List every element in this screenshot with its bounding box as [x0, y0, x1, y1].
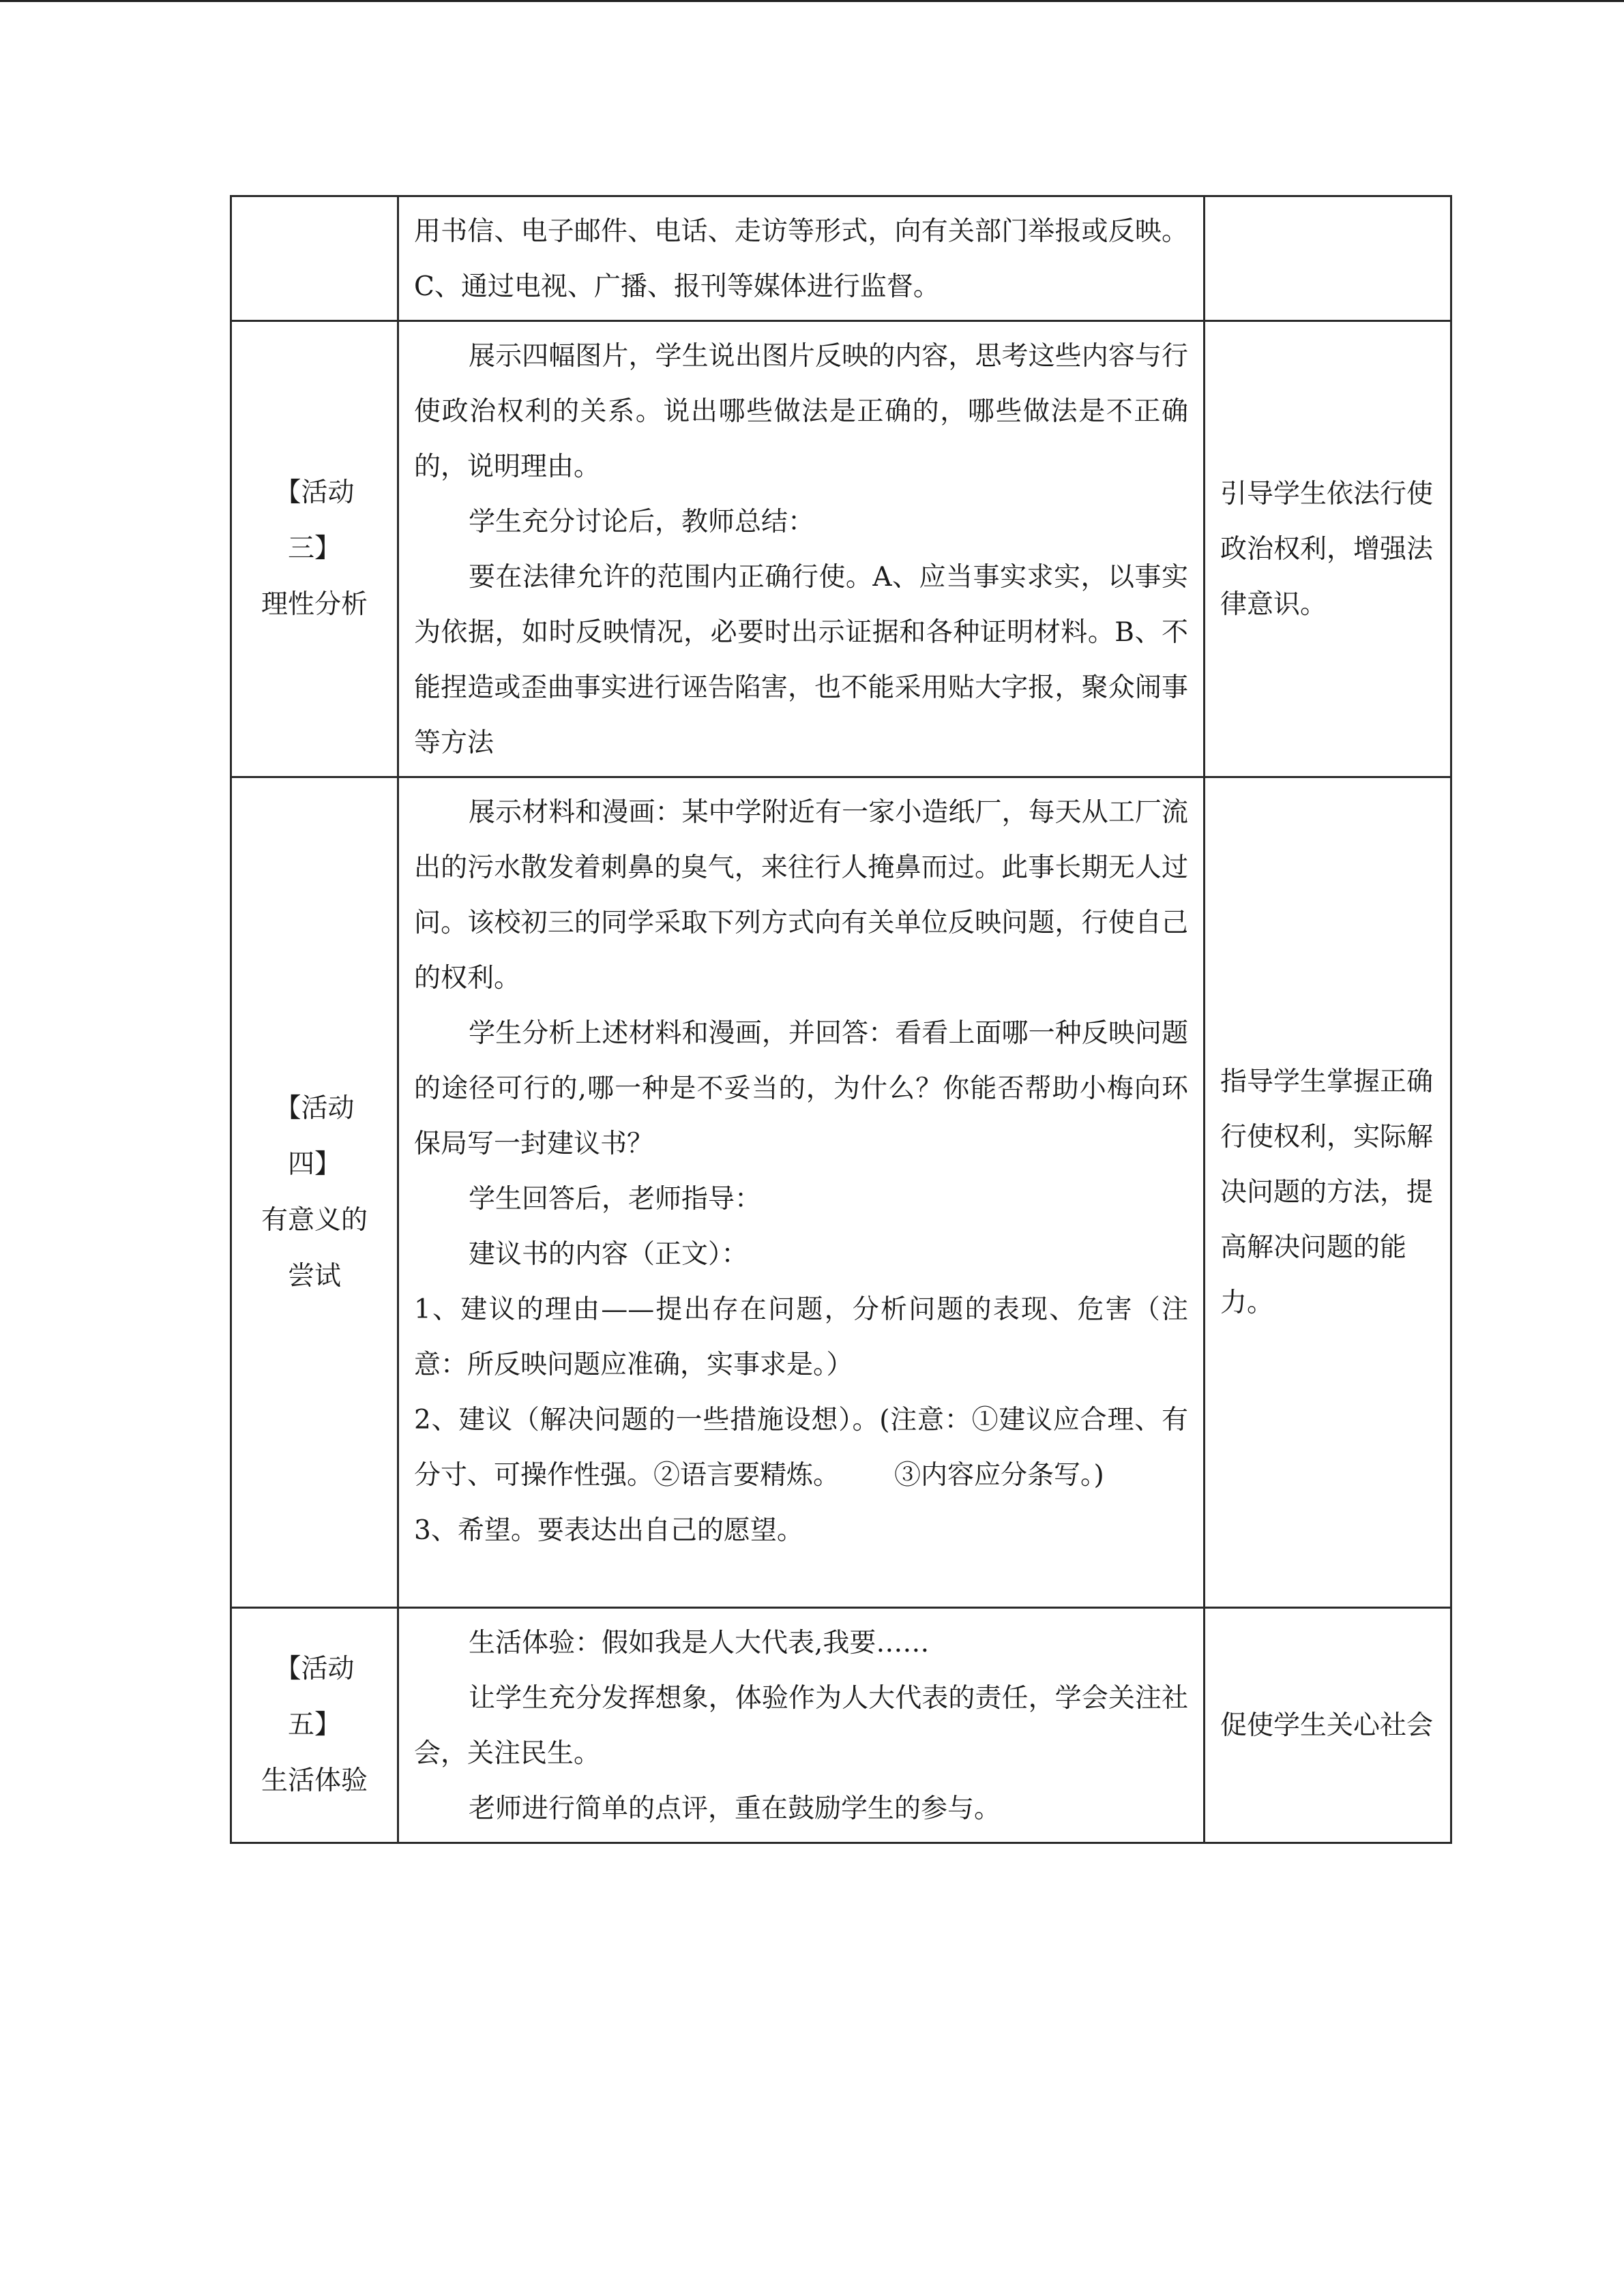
goal-cell	[1205, 777, 1451, 1608]
activity-cell	[231, 196, 398, 321]
content-cell	[398, 1608, 1205, 1843]
activity-title: 尝试	[287, 1260, 341, 1292]
content-paragraph: 建议书的内容（正文）：	[469, 1239, 748, 1270]
activity-label: 五】	[287, 1710, 341, 1740]
activity-label: 四】	[287, 1148, 341, 1180]
table-row	[231, 321, 1451, 777]
content-paragraph: 用书信、电子邮件、电话、走访等形式，向有关部门举报或反映。C、通过电视、广播、报刊等媒体进行监督。	[414, 216, 1188, 302]
content-paragraph: 学生回答后，老师指导：	[469, 1184, 762, 1214]
page-top-border	[0, 0, 1624, 2]
activity-title: 生活体验	[261, 1765, 368, 1796]
content-cell	[398, 196, 1205, 321]
goal-text: 引导学生依法行使政治权利，增强法律意识。	[1220, 478, 1434, 620]
goal-cell	[1205, 321, 1451, 777]
content-paragraph: 生活体验：假如我是人大代表,我要……	[469, 1628, 930, 1658]
content-paragraph	[414, 1392, 1188, 1503]
content-span: 2、建议（解决问题的一些措施设想）。(注意：①建议应合理、有分寸、可操作性强。②语言要精炼。	[414, 1405, 1188, 1491]
content-cell	[398, 321, 1205, 777]
content-paragraph: 展示材料和漫画：某中学附近有一家小造纸厂，每天从工厂流出的污水散发着刺鼻的臭气，来往行人掩鼻而过。此事长期无人过问。该校初三的同学采取下列方式向有关单位反映问题，行使自己的权利。	[414, 797, 1188, 994]
content-cell	[398, 777, 1205, 1608]
activity-cell	[231, 321, 398, 777]
content-paragraph: 3、希望。要表达出自己的愿望。	[414, 1515, 803, 1546]
goal-text: 促使学生关心社会	[1220, 1710, 1434, 1741]
activity-label: 【活动	[274, 1092, 355, 1124]
content-paragraph: 要在法律允许的范围内正确行使。A、应当事实求实，以事实为依据，如时反映情况，必要时出示证据和各种证明材料。B、不能捏造或歪曲事实进行诬告陷害，也不能采用贴大字报，聚众闹事等方法	[414, 562, 1188, 758]
content-paragraph: 老师进行简单的点评，重在鼓励学生的参与。	[469, 1793, 1001, 1824]
goal-cell	[1205, 1608, 1451, 1843]
content-paragraph: 让学生充分发挥想象，体验作为人大代表的责任，学会关注社会，关注民生。	[414, 1683, 1188, 1769]
activity-label: 【活动	[274, 1654, 355, 1684]
activity-title: 有意义的	[261, 1204, 368, 1236]
activity-label: 三】	[287, 533, 341, 564]
table-row	[231, 777, 1451, 1608]
table-row	[231, 1608, 1451, 1843]
activity-title: 理性分析	[261, 589, 368, 620]
activity-cell	[231, 1608, 398, 1843]
lesson-plan-table	[230, 195, 1452, 1844]
content-paragraph: 1、建议的理由——提出存在问题，分析问题的表现、危害（注意：所反映问题应准确，实事求是。）	[414, 1294, 1188, 1380]
activity-cell	[231, 777, 398, 1608]
goal-text: 指导学生掌握正确行使权利，实际解决问题的方法，提高解决问题的能力。	[1220, 1067, 1434, 1318]
content-span: ③内容应分条写。)	[894, 1460, 1104, 1491]
content-paragraph: 学生充分讨论后，教师总结：	[469, 507, 815, 537]
table-row	[231, 196, 1451, 321]
goal-cell	[1205, 196, 1451, 321]
content-paragraph: 展示四幅图片，学生说出图片反映的内容，思考这些内容与行使政治权利的关系。说出哪些做法是正确的，哪些做法是不正确的，说明理由。	[414, 341, 1188, 482]
content-paragraph: 学生分析上述材料和漫画，并回答：看看上面哪一种反映问题的途径可行的,哪一种是不妥当的，为什么？你能否帮助小梅向环保局写一封建议书？	[414, 1018, 1188, 1159]
activity-label: 【活动	[274, 477, 355, 508]
